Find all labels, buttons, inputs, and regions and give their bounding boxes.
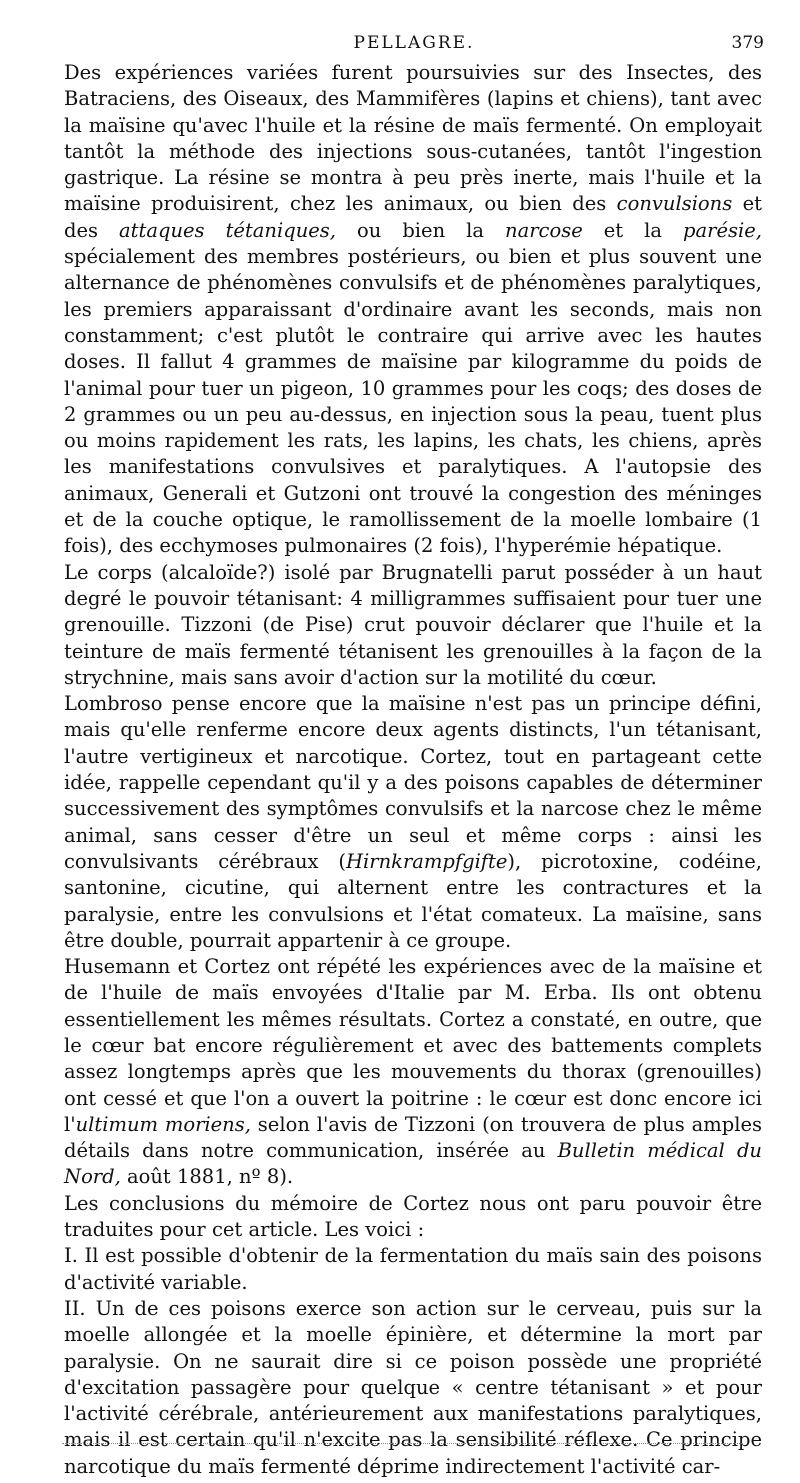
running-title: PELLAGRE. xyxy=(353,33,475,53)
text-run: ou bien la xyxy=(336,218,506,242)
paragraph xyxy=(64,1191,762,1244)
text-run: Lombroso pense encore que la maïsine n'est pas un principe défini, mais qu'elle renferme encore deux agents distincts, l'un tétanisant, l'autre vertigineux et narcotique. Cortez, tout en partageant cette idée, rappelle cependant qu'il y a des poisons capables de déterminer successivement des symptômes convulsifs et la narcose chez le même animal, sans cesser d'être un seul et même corps : ainsi les convulsivants cérébraux ( xyxy=(64,692,762,873)
italic-term: ultimum moriens, xyxy=(75,1112,251,1136)
paragraph xyxy=(64,691,762,954)
italic-term: convulsions xyxy=(616,192,733,216)
paragraph xyxy=(64,1296,762,1480)
text-run: et des xyxy=(64,192,762,242)
italic-term: narcose xyxy=(505,218,583,242)
paragraph xyxy=(64,954,762,1191)
footer-dotted-rule xyxy=(62,1443,742,1444)
paragraph xyxy=(64,60,762,560)
italic-term: Hirnkrampfgifte xyxy=(346,849,508,873)
text-run: II. Un de ces poisons exerce son action sur le cerveau, puis sur la moelle allongée et la moelle épinière, et détermine la mort par paralysie. On ne saurait dire si ce poison possède une propriété d'excitation passagère pour quelque « centre tétanisant » et pour l'activité cérébrale, antérieurement aux manifestations paralytiques, mais il est certain qu'il n'excite pas la sensibilité réflexe. Ce principe narcotique du maïs fermenté déprime indirectement l'activité car- xyxy=(64,1296,762,1478)
text-run: selon l'avis de Tizzoni (on trouvera de plus amples détails dans notre communication, insérée au xyxy=(64,1112,762,1163)
text-run: spécialement des membres postérieurs, ou bien et plus souvent une alternance de phénomènes convulsifs et de phénomènes paralytiques, les premiers apparaissant d'ordinaire avant les seconds, mais non constamment; c'est plutôt le contraire qui arrive avec les hautes doses. Il fallut 4 grammes de maïsine par kilogramme du poids de l'animal pour tuer un pigeon, 10 grammes pour les coqs; des doses de 2 grammes ou un peu au-dessus, en injection sous la peau, tuent plus ou moins rapidement les rats, les lapins, les chats, les chiens, après les manifestations convulsives et paralytiques. A l'autopsie des animaux, Generali et Gutzoni ont trouvé la congestion des méninges et de la couche optique, le ramollissement de la moelle lombaire (1 fois), des ecchymoses pulmonaires (2 fois), l'hyperémie hépatique. xyxy=(64,245,762,558)
italic-term: Bulletin médical du Nord, xyxy=(64,1139,762,1189)
body-text xyxy=(64,60,762,1480)
paragraph xyxy=(64,1243,762,1296)
text-run: ), picrotoxine, codéine, santonine, cicutine, qui alternent entre les contractures et la paralysie, entre les convulsions et l'état comateux. La maïsine, sans être double, pourrait appartenir à ce groupe. xyxy=(64,849,763,952)
text-run: Les conclusions du mémoire de Cortez nous ont paru pouvoir être traduites pour cet article. Les voici : xyxy=(64,1191,762,1242)
text-run: Le corps (alcaloïde?) isolé par Brugnatelli parut posséder à un haut degré le pouvoir tétanisant: 4 milligrammes suffisaient pour tuer une grenouille. Tizzoni (de Pise) crut pouvoir déclarer que l'huile et la teinture de maïs fermenté tétanisent les grenouilles à la façon de la strychnine, mais sans avoir d'action sur la motilité du cœur. xyxy=(64,560,762,689)
text-run: et la xyxy=(582,218,684,242)
text-run: Husemann et Cortez ont répété les expériences avec de la maïsine et de l'huile de maïs envoyées d'Italie par M. Erba. Ils ont obtenu essentiellement les mêmes résultats. Cortez a constaté, en outre, que le cœur bat encore régulièrement et avec des battements complets assez longtemps après que les mouvements du thorax (grenouilles) ont cessé et que l'on a ouvert la poitrine : le cœur est donc encore ici l' xyxy=(64,955,762,1136)
running-head xyxy=(64,27,764,61)
paragraph xyxy=(64,560,762,691)
text-run: Des expériences variées furent poursuivies sur des Insectes, des Batraciens, des Oiseaux, des Mammifères (lapins et chiens), tant avec la maïsine qu'avec l'huile et la résine de maïs fermenté. On employait tantôt la méthode des injections sous-cutanées, tantôt l'ingestion gastrique. La résine se montra à peu près inerte, mais l'huile et la maïsine produisirent, chez les animaux, ou bien des xyxy=(64,61,762,216)
italic-term: attaques tétaniques, xyxy=(119,218,336,242)
text-run: I. Il est possible d'obtenir de la fermentation du maïs sain des poisons d'activité variable. xyxy=(64,1244,762,1294)
page-number: 379 xyxy=(731,33,764,53)
text-run: août 1881, nº 8). xyxy=(120,1165,294,1189)
italic-term: parésie, xyxy=(683,218,762,242)
